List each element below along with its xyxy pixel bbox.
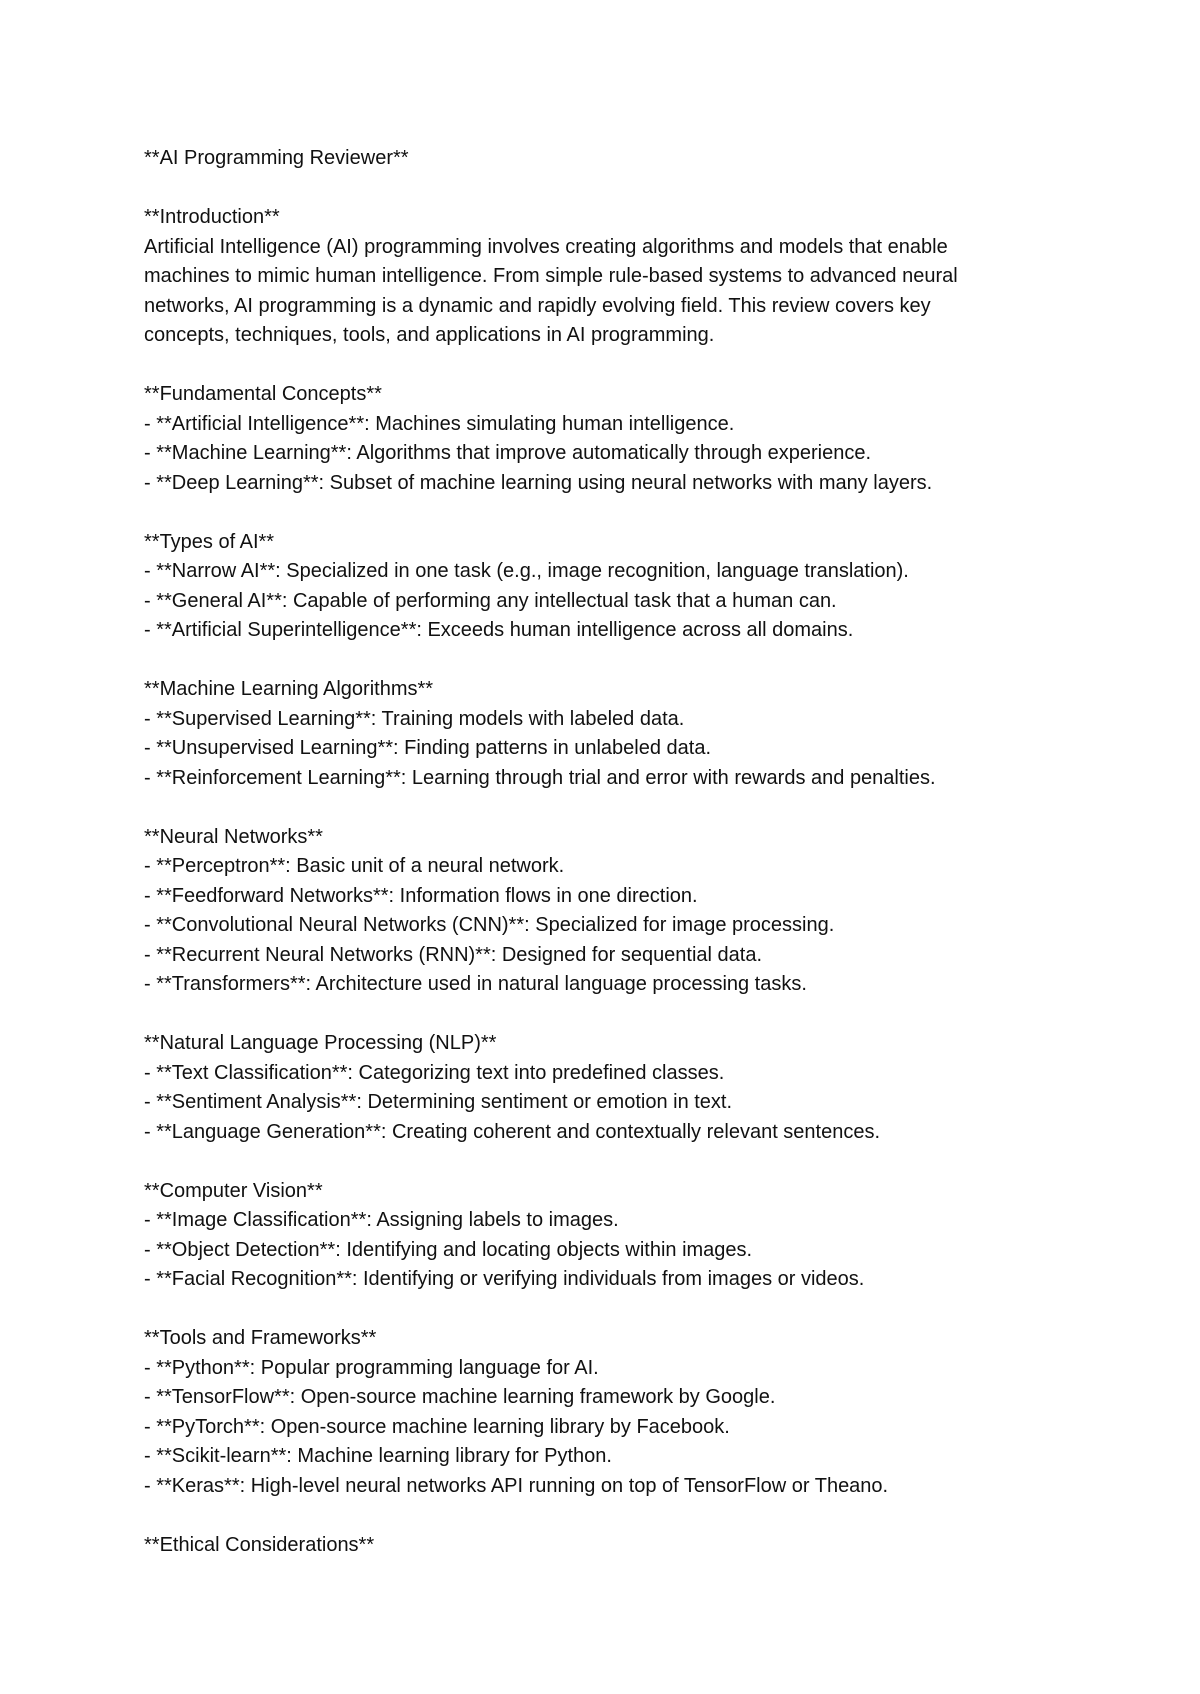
section-fundamental-concepts — [144, 380, 1064, 498]
section-nlp — [144, 1029, 1064, 1147]
list-item: - **Facial Recognition**: Identifying or verifying individuals from images or videos. — [144, 1268, 865, 1290]
list-item: - **Machine Learning**: Algorithms that improve automatically through experience. — [144, 442, 872, 464]
list-item: - **Feedforward Networks**: Information flows in one direction. — [144, 884, 698, 907]
section-computer-vision — [144, 1177, 1064, 1295]
list-item: - **General AI**: Capable of performing any intellectual task that a human can. — [144, 589, 837, 612]
section-heading: **Tools and Frameworks** — [144, 1327, 377, 1349]
list-item: - **Python**: Popular programming language for AI. — [144, 1356, 599, 1379]
list-item: - **Text Classification**: Categorizing text into predefined classes. — [144, 1061, 725, 1084]
list-item: - **Artificial Intelligence**: Machines simulating human intelligence. — [144, 412, 735, 435]
section-heading: **Ethical Considerations** — [144, 1533, 375, 1556]
list-item: - **Keras**: High-level neural networks API running on top of TensorFlow or Theano. — [144, 1474, 889, 1497]
list-item: - **Narrow AI**: Specialized in one task (e.g., image recognition, language translation). — [144, 560, 909, 582]
section-types-of-ai — [144, 528, 1064, 646]
list-item: - **Recurrent Neural Networks (RNN)**: Designed for sequential data. — [144, 943, 763, 966]
list-item: - **Reinforcement Learning**: Learning through trial and error with rewards and penalties. — [144, 766, 936, 789]
intro-line: networks, AI programming is a dynamic and rapidly evolving field. This review covers key — [144, 294, 931, 317]
list-item: - **Convolutional Neural Networks (CNN)**: Specialized for image processing. — [144, 914, 835, 936]
section-heading: **Types of AI** — [144, 530, 275, 553]
list-item: - **Language Generation**: Creating coherent and contextually relevant sentences. — [144, 1120, 881, 1143]
document-title: **AI Programming Reviewer** — [144, 147, 409, 169]
section-machine-learning-algorithms — [144, 675, 1064, 793]
section-heading: **Introduction** — [144, 206, 280, 228]
list-item: - **Artificial Superintelligence**: Exceeds human intelligence across all domains. — [144, 619, 854, 641]
list-item: - **Scikit-learn**: Machine learning library for Python. — [144, 1445, 612, 1467]
list-item: - **Sentiment Analysis**: Determining sentiment or emotion in text. — [144, 1091, 733, 1113]
list-item: - **Supervised Learning**: Training models with labeled data. — [144, 707, 685, 730]
list-item: - **Object Detection**: Identifying and locating objects within images. — [144, 1238, 753, 1261]
list-item: - **Perceptron**: Basic unit of a neural network. — [144, 855, 565, 877]
list-item: - **TensorFlow**: Open-source machine learning framework by Google. — [144, 1386, 776, 1408]
section-heading: **Neural Networks** — [144, 825, 323, 848]
section-heading: **Machine Learning Algorithms** — [144, 678, 434, 700]
document-body — [144, 144, 1064, 1560]
section-heading: **Computer Vision** — [144, 1179, 323, 1202]
list-item: - **Image Classification**: Assigning labels to images. — [144, 1209, 619, 1231]
section-tools-and-frameworks — [144, 1324, 1064, 1501]
list-item: - **Deep Learning**: Subset of machine learning using neural networks with many layers. — [144, 471, 933, 494]
section-ethical-considerations — [144, 1531, 1064, 1561]
section-heading: **Natural Language Processing (NLP)** — [144, 1032, 497, 1054]
list-item: - **PyTorch**: Open-source machine learning library by Facebook. — [144, 1415, 730, 1438]
section-introduction — [144, 203, 1064, 351]
intro-line: machines to mimic human intelligence. From simple rule-based systems to advanced neural — [144, 265, 958, 287]
list-item: - **Transformers**: Architecture used in natural language processing tasks. — [144, 973, 807, 995]
section-heading: **Fundamental Concepts** — [144, 383, 382, 405]
section-neural-networks — [144, 823, 1064, 1000]
list-item: - **Unsupervised Learning**: Finding patterns in unlabeled data. — [144, 737, 712, 759]
intro-line: concepts, techniques, tools, and applications in AI programming. — [144, 324, 715, 346]
intro-line: Artificial Intelligence (AI) programming involves creating algorithms and models that enable — [144, 235, 948, 258]
